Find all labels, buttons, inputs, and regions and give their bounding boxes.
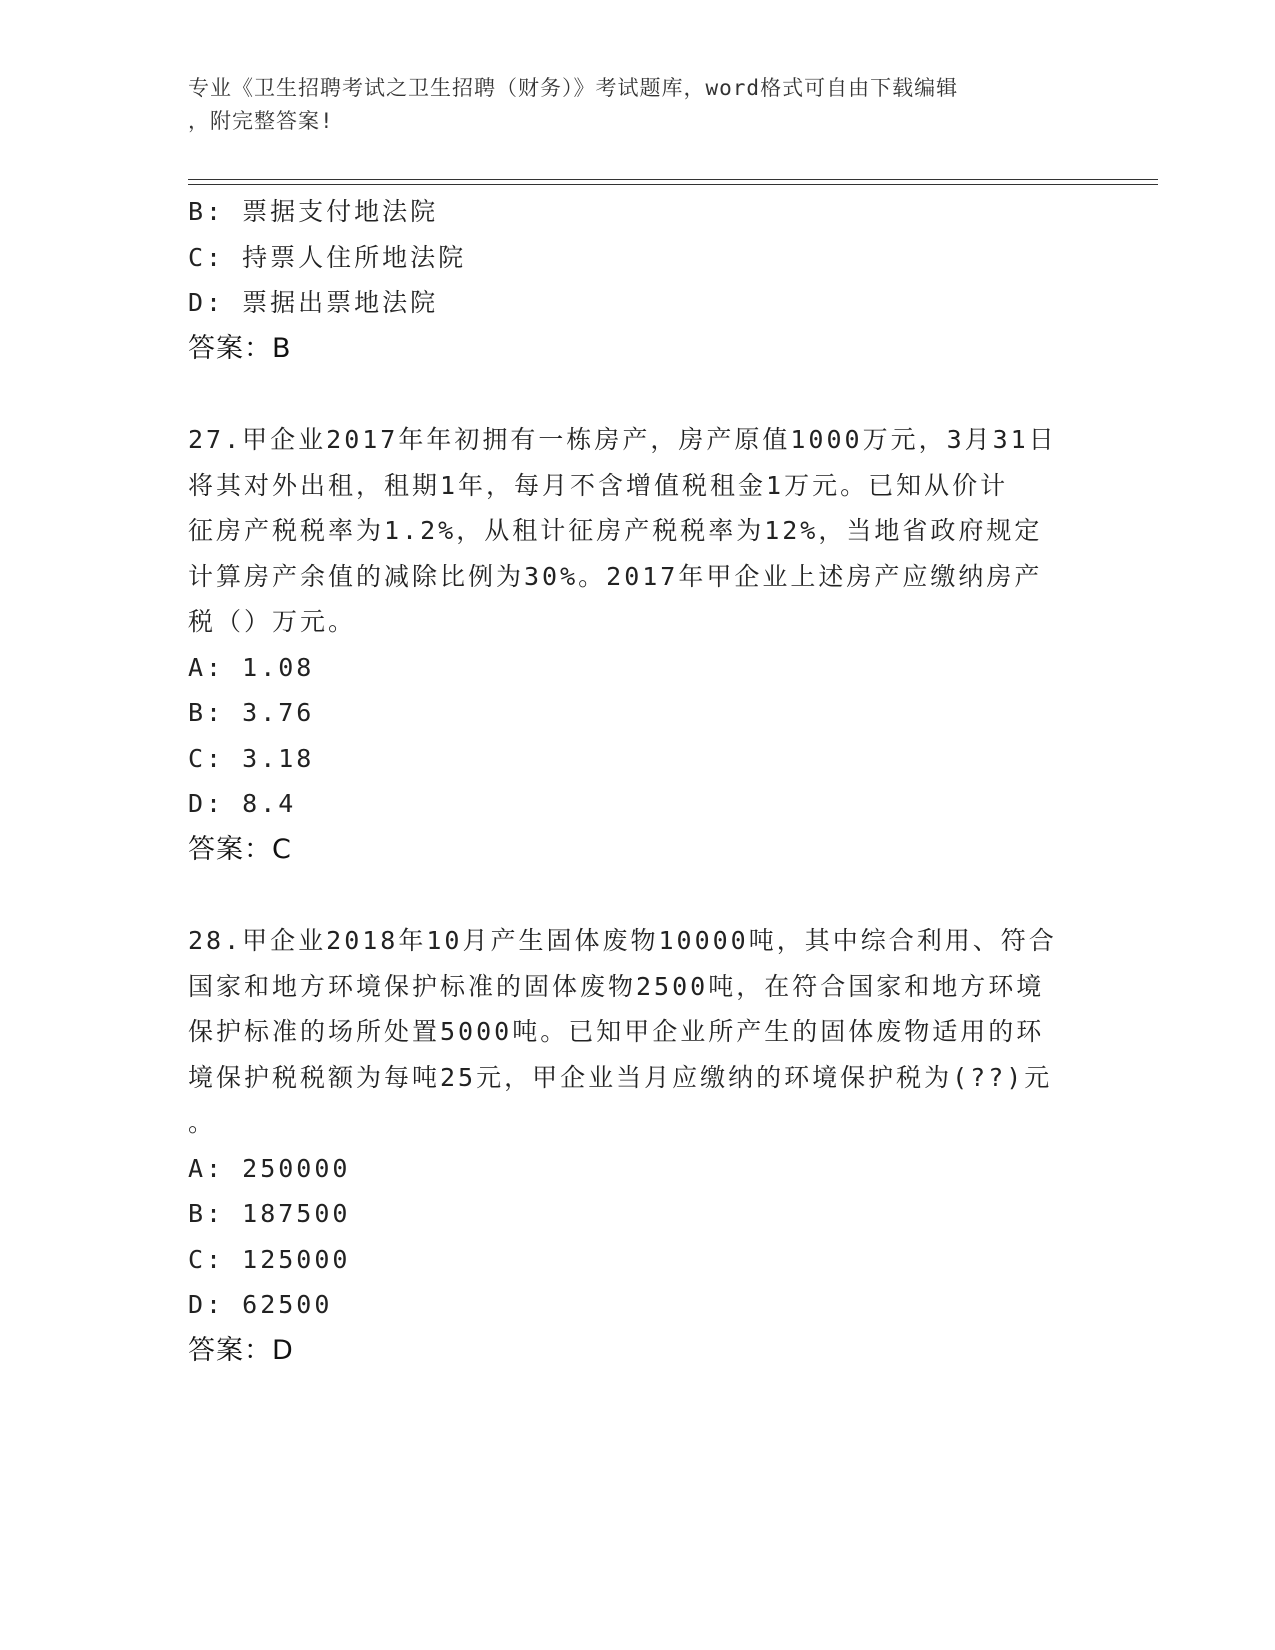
question-text-line: 征房产税税率为1.2%，从租计征房产税税率为12%，当地省政府规定 xyxy=(188,516,1043,545)
option-d: D: 8.4 xyxy=(188,789,297,818)
option-a: A: 250000 xyxy=(188,1153,351,1183)
option-d: D: 62500 xyxy=(188,1290,333,1319)
header-divider-bottom xyxy=(188,184,1158,185)
question-text-line: 境保护税税额为每吨25元，甲企业当月应缴纳的环境保护税为(??)元 xyxy=(188,1062,1053,1092)
header-line-1: 专业《卫生招聘考试之卫生招聘（财务）》考试题库，word格式可自由下载编辑 xyxy=(188,76,959,100)
question-text-line: 28.甲企业2018年10月产生固体废物10000吨，其中综合利用、符合 xyxy=(188,926,1057,955)
option-c: C: 持票人住所地法院 xyxy=(188,242,467,272)
question-text-line: 。 xyxy=(188,1108,217,1137)
question-text-line: 税（）万元。 xyxy=(188,607,357,636)
document-header xyxy=(188,72,1088,138)
answer-line: 答案：B xyxy=(188,332,292,364)
question-text-line: 将其对外出租，租期1年，每月不含增值税租金1万元。已知从价计 xyxy=(188,470,1009,500)
option-c: C: 3.18 xyxy=(188,743,315,773)
question-27 xyxy=(188,417,1088,872)
option-c: C: 125000 xyxy=(188,1244,351,1274)
option-b: B: 3.76 xyxy=(188,698,315,727)
option-b: B: 187500 xyxy=(188,1199,351,1228)
question-text-line: 27.甲企业2017年年初拥有一栋房产，房产原值1000万元，3月31日 xyxy=(188,425,1057,454)
spacer xyxy=(188,872,1088,918)
question-28 xyxy=(188,918,1088,1373)
option-a: A: 1.08 xyxy=(188,652,315,682)
answer-line: 答案：D xyxy=(188,1334,294,1366)
question-26-tail xyxy=(188,189,1088,371)
header-divider-top xyxy=(188,179,1158,180)
answer-line: 答案：C xyxy=(188,833,292,865)
header-line-2: ，附完整答案! xyxy=(188,109,334,133)
option-d: D: 票据出票地法院 xyxy=(188,288,439,317)
question-text-line: 国家和地方环境保护标准的固体废物2500吨，在符合国家和地方环境 xyxy=(188,971,1045,1001)
question-text-line: 保护标准的场所处置5000吨。已知甲企业所产生的固体废物适用的环 xyxy=(188,1017,1045,1046)
question-text-line: 计算房产余值的减除比例为30%。2017年甲企业上述房产应缴纳房产 xyxy=(188,561,1043,591)
document-body xyxy=(188,189,1088,1373)
option-b: B: 票据支付地法院 xyxy=(188,197,439,226)
spacer xyxy=(188,371,1088,417)
